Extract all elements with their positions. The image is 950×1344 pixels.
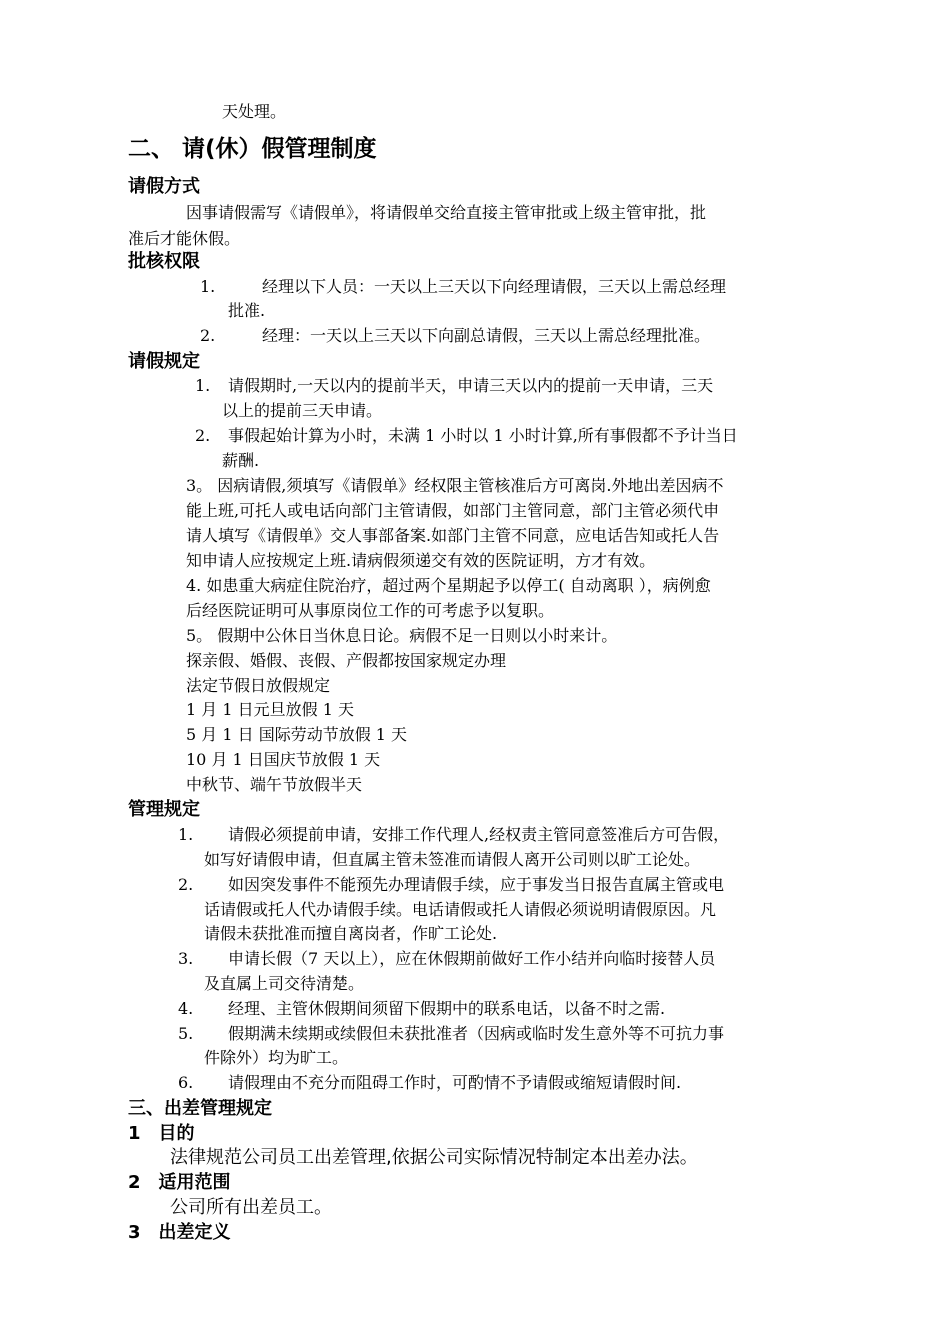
subsection-heading: 3 出差定义 bbox=[128, 1222, 231, 1243]
paragraph-line: 4. 如患重大病症住院治疗，超过两个星期起予以停工( 自动离职 ），病例愈 bbox=[186, 576, 711, 595]
list-number: 2. bbox=[178, 875, 194, 894]
list-number: 1. bbox=[178, 825, 194, 844]
section-heading: 二、 请(休）假管理制度 bbox=[128, 136, 377, 162]
paragraph-line: 法定节假日放假规定 bbox=[186, 676, 331, 695]
paragraph-line: 能上班,可托人或电话向部门主管请假，如部门主管同意，部门主管必须代申 bbox=[186, 501, 720, 520]
subsection-heading: 请假规定 bbox=[128, 351, 200, 372]
list-item-text: 薪酬. bbox=[222, 451, 260, 470]
paragraph-line: 中秋节、端午节放假半天 bbox=[186, 775, 363, 794]
list-item-text: 经理、主管休假期间须留下假期中的联系电话，以备不时之需. bbox=[228, 999, 666, 1018]
list-item-text: 以上的提前三天申请。 bbox=[222, 401, 383, 420]
paragraph-line: 1 月 1 日元旦放假 1 天 bbox=[186, 700, 354, 719]
list-item-text: 件除外）均为旷工。 bbox=[204, 1048, 349, 1067]
list-item-text: 请假期时,一天以内的提前半天，申请三天以内的提前一天申请，三天 bbox=[228, 376, 714, 395]
text-line: 天处理。 bbox=[222, 102, 287, 121]
list-item-text: 经理以下人员：一天以上三天以下向经理请假，三天以上需总经理 bbox=[262, 277, 727, 296]
paragraph-line: 5 月 1 日 国际劳动节放假 1 天 bbox=[186, 725, 408, 744]
list-item-text: 如因突发事件不能预先办理请假手续，应于事发当日报告直属主管或电 bbox=[228, 875, 725, 894]
list-number: 6. bbox=[178, 1073, 194, 1092]
list-item-text: 假期满未续期或续假但未获批准者（因病或临时发生意外等不可抗力事 bbox=[228, 1024, 725, 1043]
list-item-text: 如写好请假申请，但直属主管未签准而请假人离开公司则以旷工论处。 bbox=[204, 850, 701, 869]
paragraph-line: 准后才能休假。 bbox=[128, 229, 241, 248]
list-item-text: 及直属上司交待清楚。 bbox=[204, 974, 365, 993]
paragraph-line: 请人填写《请假单》交人事部备案.如部门主管不同意，应电话告知或托人告 bbox=[186, 526, 720, 545]
list-item-text: 批准. bbox=[228, 301, 266, 320]
list-item-text: 请假理由不充分而阻碍工作时，可酌情不予请假或缩短请假时间. bbox=[228, 1073, 682, 1092]
list-item-text: 话请假或托人代办请假手续。电话请假或托人请假必须说明请假原因。凡 bbox=[204, 900, 717, 919]
subsection-heading: 1 目的 bbox=[128, 1123, 195, 1144]
subsection-heading: 管理规定 bbox=[128, 799, 200, 820]
list-number: 2. bbox=[195, 426, 211, 445]
paragraph-line: 知申请人应按规定上班.请病假须递交有效的医院证明，方才有效。 bbox=[186, 551, 656, 570]
list-item-text: 申请长假（7 天以上），应在休假期前做好工作小结并向临时接替人员 bbox=[228, 949, 716, 968]
subsection-heading: 2 适用范围 bbox=[128, 1172, 231, 1193]
section-heading: 三、出差管理规定 bbox=[128, 1098, 272, 1119]
list-item-text: 请假必须提前申请，安排工作代理人,经权责主管同意签准后方可告假， bbox=[228, 825, 730, 844]
list-number: 2. bbox=[200, 326, 216, 345]
paragraph-line: 3。 因病请假,须填写《请假单》经权限主管核准后方可离岗.外地出差因病不 bbox=[186, 476, 724, 495]
list-item-text: 经理：一天以上三天以下向副总请假，三天以上需总经理批准。 bbox=[262, 326, 711, 345]
subsection-heading: 请假方式 bbox=[128, 176, 200, 197]
list-item-text: 事假起始计算为小时，未满 1 小时以 1 小时计算,所有事假都不予计当日 bbox=[228, 426, 738, 445]
paragraph-line: 公司所有出差员工。 bbox=[170, 1197, 332, 1218]
paragraph-line: 5。 假期中公休日当休息日论。病假不足一日则以小时来计。 bbox=[186, 626, 618, 645]
paragraph-line: 10 月 1 日国庆节放假 1 天 bbox=[186, 750, 381, 769]
list-number: 3. bbox=[178, 949, 194, 968]
list-number: 1. bbox=[195, 376, 211, 395]
paragraph-line: 后经医院证明可从事原岗位工作的可考虑予以复职。 bbox=[186, 601, 555, 620]
paragraph-line: 法律规范公司员工出差管理,依据公司实际情况特制定本出差办法。 bbox=[170, 1147, 698, 1168]
list-item-text: 请假未获批准而擅自离岗者，作旷工论处. bbox=[204, 924, 498, 943]
list-number: 4. bbox=[178, 999, 194, 1018]
subsection-heading: 批核权限 bbox=[128, 251, 200, 272]
list-number: 5. bbox=[178, 1024, 194, 1043]
paragraph-line: 探亲假、婚假、丧假、产假都按国家规定办理 bbox=[186, 651, 507, 670]
paragraph-line: 因事请假需写《请假单》，将请假单交给直接主管审批或上级主管审批，批 bbox=[186, 203, 707, 222]
list-number: 1. bbox=[200, 277, 216, 296]
